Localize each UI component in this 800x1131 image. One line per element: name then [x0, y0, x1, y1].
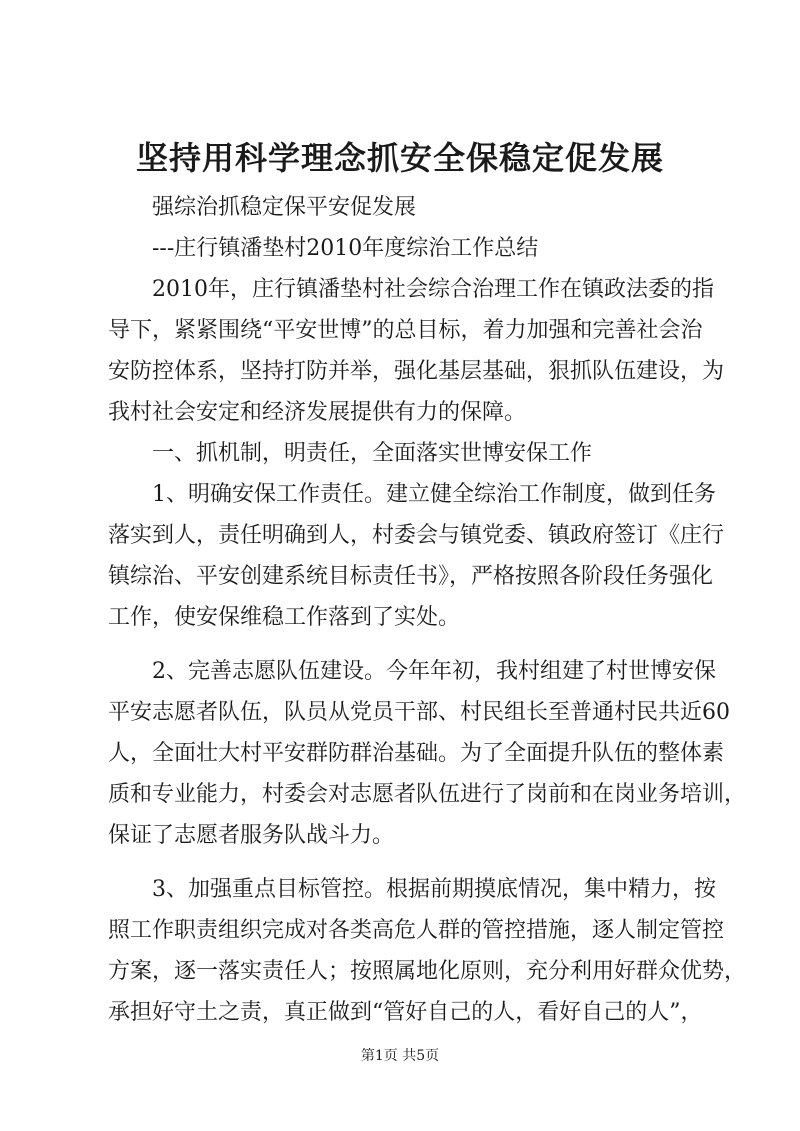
- subtitle-line: 强综治抓稳定保平安促发展: [108, 195, 417, 220]
- paragraph-line: 人，全面壮大村平安群防群治基础。为了全面提升队伍的整体素: [108, 741, 725, 766]
- section-heading: 一、抓机制，明责任，全面落实世博安保工作: [108, 441, 593, 466]
- paragraph-line: 安防控体系，坚持打防并举，强化基层基础，狠抓队伍建设，为: [108, 359, 725, 384]
- paragraph-line: 方案，逐一落实责任人；按照属地化原则，充分利用好群众优势，: [108, 959, 747, 984]
- paragraph-line: 我村社会安定和经济发展提供有力的保障。: [108, 400, 527, 425]
- paragraph-line: 3、加强重点目标管控。根据前期摸底情况，集中精力，按: [108, 877, 716, 902]
- subtitle-line: ---庄行镇潘垫村2010年度综治工作总结: [108, 236, 539, 261]
- paragraph-line: 保证了志愿者服务队战斗力。: [108, 823, 395, 848]
- paragraph-line: 质和专业能力，村委会对志愿者队伍进行了岗前和在岗业务培训，: [108, 782, 747, 807]
- paragraph-line: 平安志愿者队伍，队员从党员干部、村民组长至普通村民共近60: [108, 700, 730, 725]
- paragraph-line: 照工作职责组织完成对各类高危人群的管控措施，逐人制定管控: [108, 918, 725, 943]
- paragraph-spacer: [108, 638, 704, 651]
- page-footer: 第1页 共5页: [360, 1048, 440, 1064]
- paragraph-line: 1、明确安保工作责任。建立健全综治工作制度，做到任务: [108, 482, 716, 507]
- paragraph-spacer: [108, 856, 704, 869]
- document-body: [108, 187, 747, 1033]
- paragraph-line: 导下，紧紧围绕“平安世博”的总目标，着力加强和完善社会治: [108, 318, 703, 343]
- paragraph-line: 工作，使安保维稳工作落到了实处。: [108, 605, 461, 630]
- paragraph-line: 落实到人，责任明确到人，村委会与镇党委、镇政府签订《庄行: [108, 523, 725, 548]
- paragraph-line: 镇综治、平安创建系统目标责任书》，严格按照各阶段任务强化: [108, 564, 714, 589]
- paragraph-line: 2010年，庄行镇潘垫村社会综合治理工作在镇政法委的指: [108, 277, 714, 302]
- paragraph-line: 2、完善志愿队伍建设。今年年初，我村组建了村世博安保: [108, 659, 716, 684]
- paragraph-line: 承担好守土之责，真正做到“管好自己的人，看好自己的人”，: [108, 1000, 703, 1025]
- document-title: 坚持用科学理念抓安全保稳定促发展: [135, 139, 664, 177]
